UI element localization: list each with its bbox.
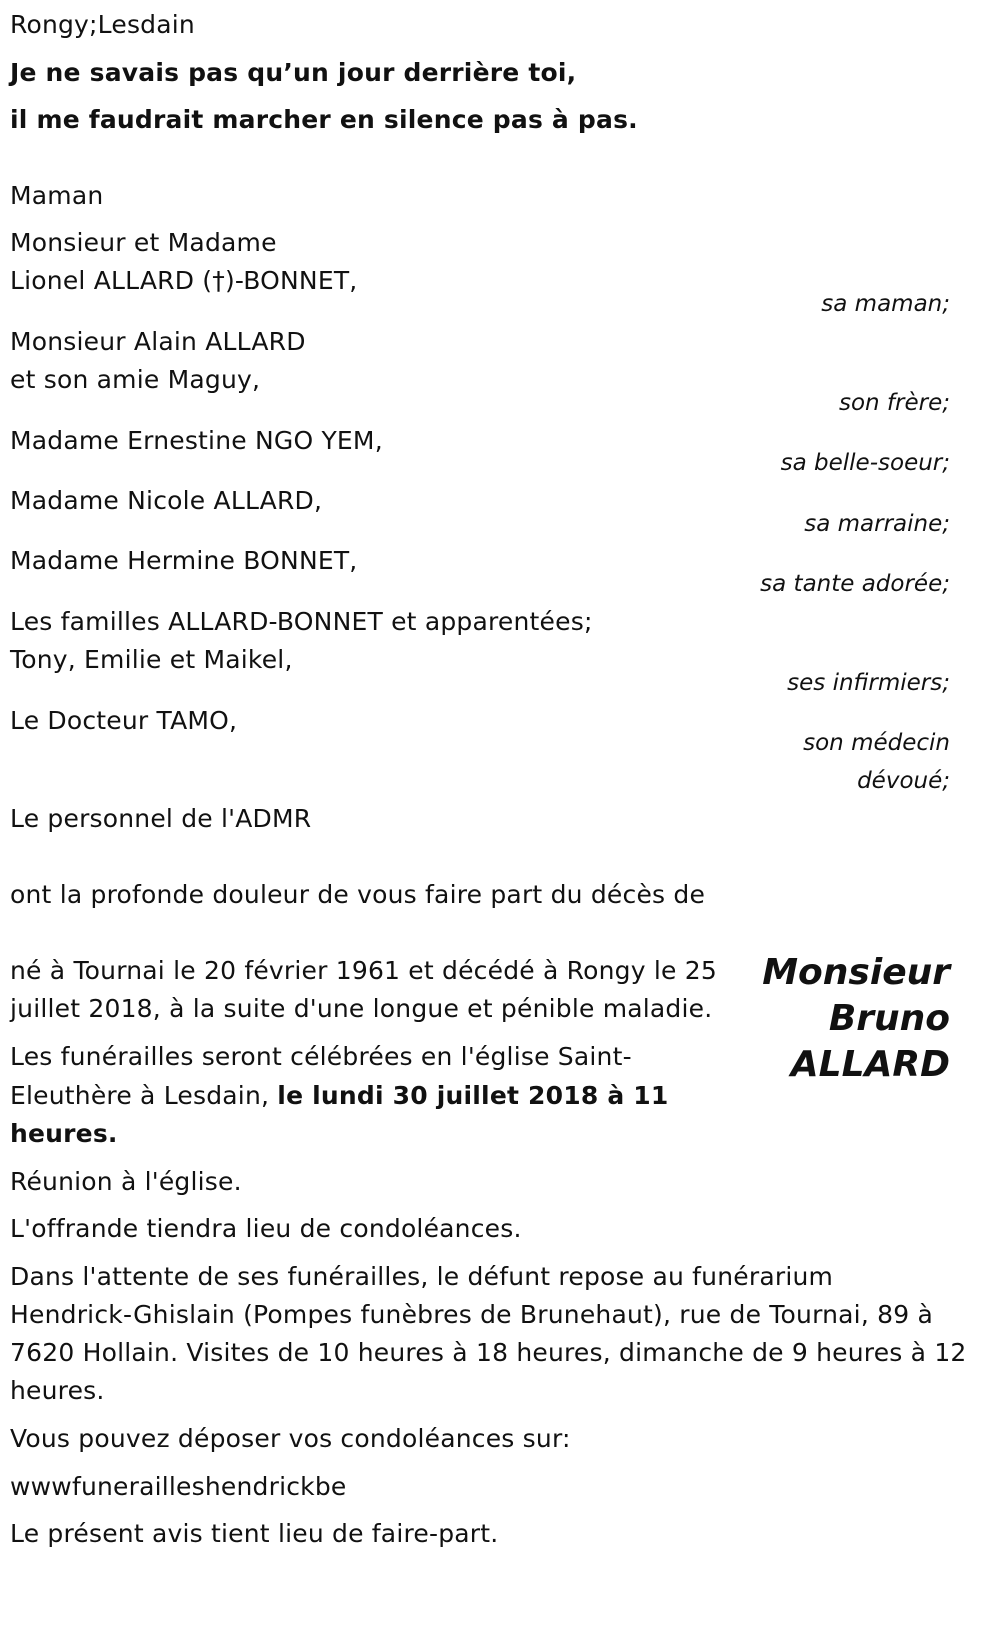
viewing-line-2: Hendrick-Ghislain (Pompes funèbres de Brunehaut), rue de Tournai, 89 à xyxy=(10,1300,933,1329)
deceased-first-name: Bruno xyxy=(828,998,950,1039)
deceased-last-name: ALLARD xyxy=(790,1044,950,1085)
funeral-line-2 xyxy=(10,1077,669,1115)
family-mother-label: Maman xyxy=(10,181,104,210)
relation-nurses: ses infirmiers; xyxy=(787,670,950,696)
condolences-intro: Vous pouvez déposer vos condoléances sur: xyxy=(10,1424,571,1453)
offering-note: L'offrande tiendra lieu de condoléances. xyxy=(10,1214,522,1243)
funeral-line-1: Les funérailles seront célébrées en l'église Saint- xyxy=(10,1042,632,1071)
birth-death-line-1: né à Tournai le 20 février 1961 et décédé à Rongy le 25 xyxy=(10,956,717,985)
closing-note: Le présent avis tient lieu de faire-part. xyxy=(10,1519,499,1548)
family-sister-in-law: Madame Ernestine NGO YEM, xyxy=(10,426,383,455)
funeral-place: Eleuthère à Lesdain, xyxy=(10,1081,278,1110)
relation-mother: sa maman; xyxy=(821,291,950,317)
condolences-website[interactable]: wwwfunerailleshendrickbe xyxy=(10,1472,347,1501)
announcement: ont la profonde douleur de vous faire part du décès de xyxy=(10,880,706,909)
poem-line-1: Je ne savais pas qu’un jour derrière toi, xyxy=(10,58,577,87)
poem-line-2: il me faudrait marcher en silence pas à pas. xyxy=(10,105,638,134)
family-godmother: Madame Nicole ALLARD, xyxy=(10,486,323,515)
relation-brother: son frère; xyxy=(838,390,950,416)
family-admr-staff: Le personnel de l'ADMR xyxy=(10,804,312,833)
relation-aunt: sa tante adorée; xyxy=(760,571,950,597)
funeral-date: le lundi 30 juillet 2018 à 11 xyxy=(277,1081,669,1110)
family-relatives: Les familles ALLARD-BONNET et apparentées; xyxy=(10,607,593,636)
family-aunt: Madame Hermine BONNET, xyxy=(10,546,358,575)
family-parents-line-2: Lionel ALLARD (†)-BONNET, xyxy=(10,266,358,295)
birth-death-line-2: juillet 2018, à la suite d'une longue et pénible maladie. xyxy=(10,994,713,1023)
viewing-line-1: Dans l'attente de ses funérailles, le défunt repose au funérarium xyxy=(10,1262,834,1291)
family-brother-line-2: et son amie Maguy, xyxy=(10,365,261,394)
relation-godmother: sa marraine; xyxy=(804,511,950,537)
relation-doctor-line-2: dévoué; xyxy=(857,768,950,794)
relation-doctor-line-1: son médecin xyxy=(803,730,950,756)
family-brother-line-1: Monsieur Alain ALLARD xyxy=(10,327,306,356)
viewing-line-4: heures. xyxy=(10,1376,105,1405)
family-parents-line-1: Monsieur et Madame xyxy=(10,228,277,257)
family-doctor: Le Docteur TAMO, xyxy=(10,706,238,735)
funeral-time-end: heures. xyxy=(10,1119,118,1148)
meeting-note: Réunion à l'église. xyxy=(10,1167,242,1196)
locations: Rongy;Lesdain xyxy=(10,10,195,39)
deceased-name xyxy=(730,950,950,1088)
relation-sister-in-law: sa belle-soeur; xyxy=(780,450,950,476)
viewing-line-3: 7620 Hollain. Visites de 10 heures à 18 heures, dimanche de 9 heures à 12 xyxy=(10,1338,967,1367)
deceased-title: Monsieur xyxy=(762,952,950,993)
family-nurses: Tony, Emilie et Maikel, xyxy=(10,645,293,674)
